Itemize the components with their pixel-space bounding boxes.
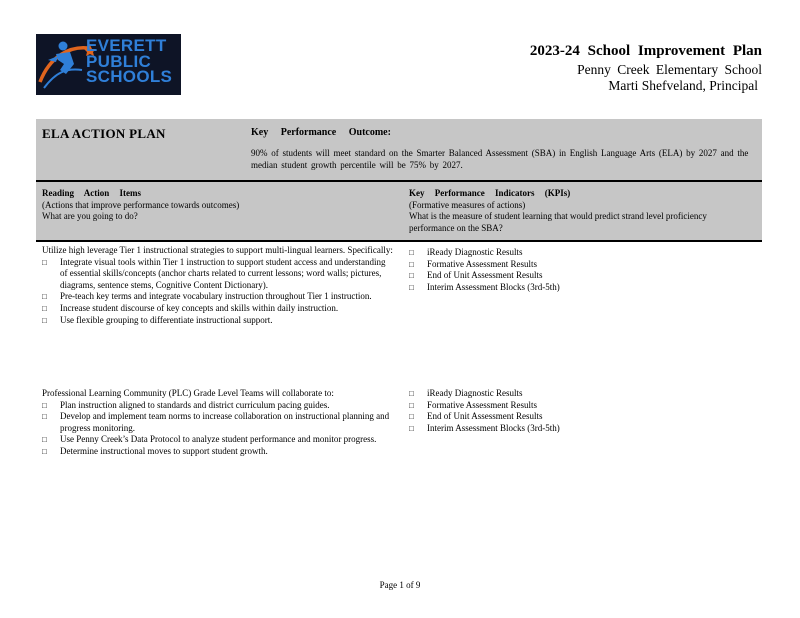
key-performance-outcome-label: Key Performance Outcome:: [251, 127, 391, 138]
list-item: □ Use flexible grouping to differentiate instructional support.: [42, 314, 273, 325]
bullet-icon: □: [409, 248, 414, 257]
list-item: □ Use Penny Creek’s Data Protocol to analyze student performance and monitor progress.: [42, 434, 377, 445]
column-subtitle: (Formative measures of actions): [409, 199, 526, 210]
list-item: □ Plan instruction aligned to standards and district curriculum pacing guides.: [42, 399, 330, 410]
action-section-2: [42, 388, 394, 458]
bullet-icon: □: [409, 282, 414, 292]
bullet-icon: □: [42, 412, 47, 422]
page-number: Page 1 of 9: [379, 580, 421, 590]
list-item: □ Pre-teach key terms and integrate vocabulary instruction throughout Tier 1 instruction.: [42, 291, 372, 302]
bullet-icon: □: [409, 271, 414, 281]
bullet-icon: □: [42, 446, 47, 456]
bullet-icon: □: [409, 389, 414, 398]
column-title: Reading Action Items: [42, 188, 141, 198]
bullet-icon: □: [42, 400, 47, 410]
everett-public-schools-logo: [36, 34, 181, 95]
bullet-icon: □: [409, 412, 414, 422]
section-intro: Professional Learning Community (PLC) Grade Level Teams will collaborate to:: [42, 388, 334, 398]
bullet-icon: □: [42, 292, 47, 302]
kpi-section-1: [409, 247, 669, 293]
list-item: □ Formative Assessment Results: [409, 399, 537, 410]
bullet-icon: □: [42, 303, 47, 313]
document-title: 2023-24 School Improvement Plan: [529, 43, 762, 59]
bullet-icon: □: [409, 423, 414, 433]
list-item: □ Increase student discourse of key concepts and skills within daily instruction.: [42, 302, 339, 313]
section-intro: Utilize high leverage Tier 1 instructional strategies to support multi-lingual learners. Specifically:: [42, 245, 393, 255]
principal-name: Marti Shefveland, Principal: [608, 78, 758, 93]
school-name: Penny Creek Elementary School: [577, 62, 762, 77]
kpi-section-2: [409, 388, 669, 434]
bullet-icon: □: [42, 257, 47, 267]
column-subtitle: (Actions that improve performance towards outcomes): [42, 199, 240, 210]
list-item: □ iReady Diagnostic Results: [409, 388, 523, 398]
column-title: Key Performance Indicators (KPIs): [409, 188, 571, 198]
reading-action-items-header: [42, 188, 382, 223]
bullet-icon: □: [42, 315, 47, 325]
bullet-icon: □: [409, 400, 414, 410]
divider-line: [36, 240, 762, 242]
logo-line-1: EVERETT: [86, 36, 167, 55]
list-item: □ Interim Assessment Blocks (3rd-5th): [409, 281, 560, 292]
list-item: □ Integrate visual tools within Tier 1 instruction to support student access and understanding of essential skills/concepts (anchor charts related to current lessons; word walls; pictures, diagrams, sentence stems, Cognitive Content Dictionary).: [42, 256, 386, 290]
list-item: □ Interim Assessment Blocks (3rd-5th): [409, 422, 560, 433]
bullet-icon: □: [42, 435, 47, 445]
column-question: What are you going to do?: [42, 211, 138, 221]
list-item: □ Develop and implement team norms to increase collaboration on instructional planning and progress monitoring.: [42, 411, 390, 433]
logo-line-2: PUBLIC: [86, 51, 152, 71]
column-question: What is the measure of student learning that would predict strand level proficiency performance on the SBA?: [409, 211, 707, 233]
list-item: □ End of Unit Assessment Results: [409, 411, 543, 422]
bullet-icon: □: [409, 259, 414, 269]
list-item: □ End of Unit Assessment Results: [409, 270, 543, 281]
list-item: □ Determine instructional moves to support student growth.: [42, 445, 268, 456]
action-section-1: [42, 245, 394, 326]
list-item: □ Formative Assessment Results: [409, 258, 537, 269]
list-item: □ iReady Diagnostic Results: [409, 247, 523, 257]
logo-line-3: SCHOOLS: [86, 67, 173, 86]
plan-title: ELA ACTION PLAN: [42, 126, 166, 141]
key-performance-outcome-text: 90% of students will meet standard on the Smarter Balanced Assessment (SBA) in English Language Arts (ELA) by 2027 and the median student growth percentile will be 75% by 2027.: [251, 148, 749, 170]
kpi-header: [409, 188, 749, 234]
